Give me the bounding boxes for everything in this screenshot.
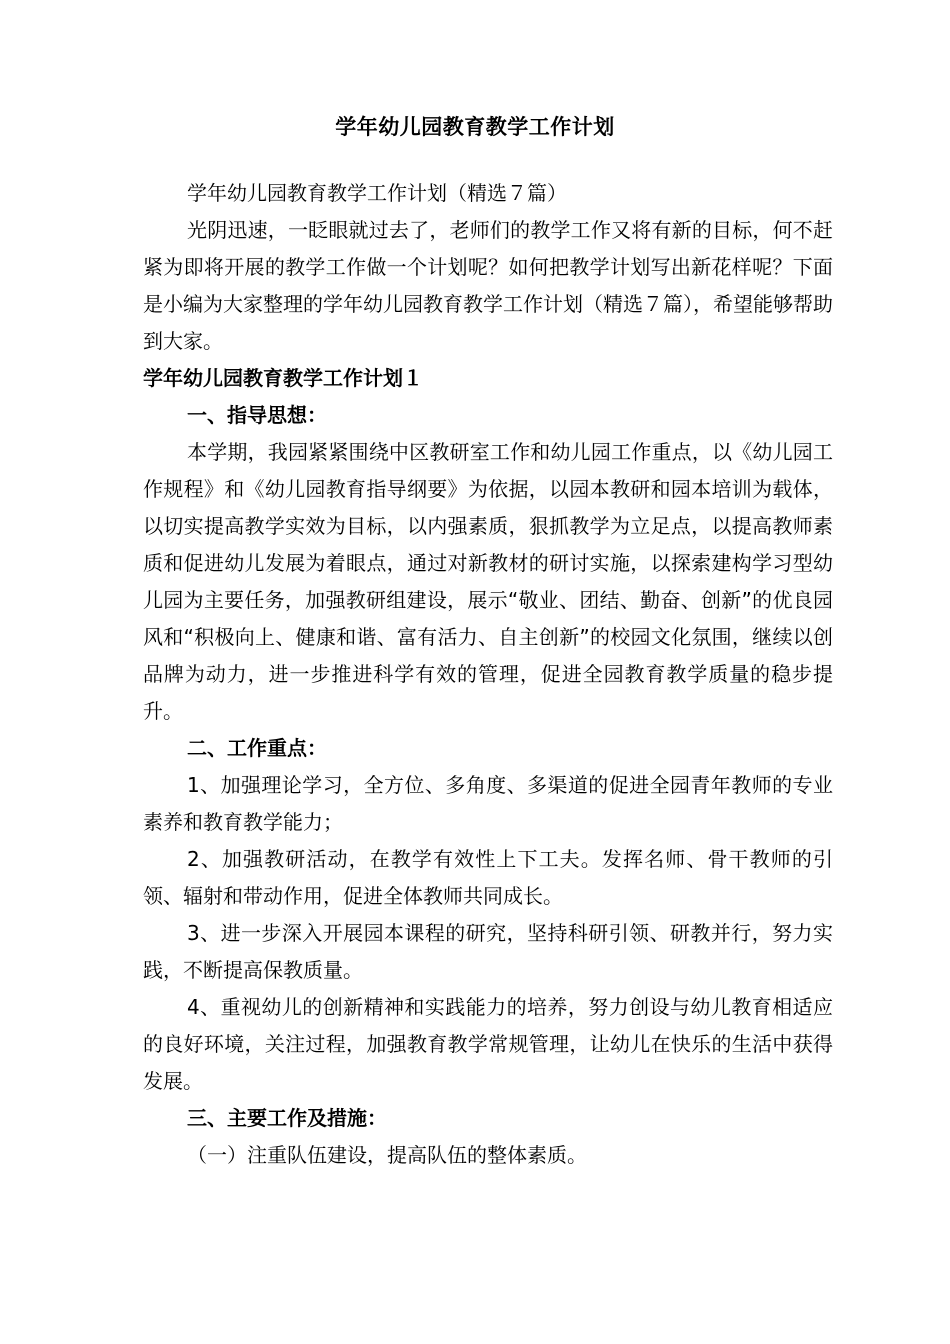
subtitle: 学年幼儿园教育教学工作计划（精选７篇）	[187, 181, 567, 205]
list-item: 3、进一步深入开展园本课程的研究，坚持科研引领、研教并行，努力实践，不断提高保教质量。	[143, 921, 833, 982]
part3-heading: 三、主要工作及措施：	[187, 1106, 387, 1130]
list-item: 1、加强理论学习，全方位、多角度、多渠道的促进全园青年教师的专业素养和教育教学能力；	[143, 773, 833, 834]
list-item: 4、重视幼儿的创新精神和实践能力的培养，努力创设与幼儿教育相适应的良好环境，关注过程，加强教育教学常规管理，让幼儿在快乐的生活中获得发展。	[143, 995, 833, 1093]
section-heading: 学年幼儿园教育教学工作计划１	[143, 366, 423, 390]
part1-heading: 一、指导思想：	[187, 403, 327, 427]
part2-heading: 二、工作重点：	[187, 736, 327, 760]
document-body	[143, 175, 833, 1174]
document-title: 学年幼儿园教育教学工作计划	[335, 115, 615, 139]
intro-paragraph: 光阴迅速，一眨眼就过去了，老师们的教学工作又将有新的目标，何不赶紧为即将开展的教学工作做一个计划呢？如何把教学计划写出新花样呢？下面是小编为大家整理的学年幼儿园教育教学工作计划（精选７篇），希望能够帮助到大家。	[143, 218, 833, 353]
list-item: 2、加强教研活动，在教学有效性上下工夫。发挥名师、骨干教师的引领、辐射和带动作用，促进全体教师共同成长。	[143, 847, 833, 908]
part1-paragraph: 本学期，我园紧紧围绕中区教研室工作和幼儿园工作重点，以《幼儿园工作规程》和《幼儿园教育指导纲要》为依据，以园本教研和园本培训为载体，以切实提高教学实效为目标，以内强素质，狠抓教学为立足点，以提高教师素质和促进幼儿发展为着眼点，通过对新教材的研讨实施，以探索建构学习型幼儿园为主要任务，加强教研组建设，展示“敬业、团结、勤奋、创新”的优良园风和“积极向上、健康和谐、富有活力、自主创新”的校园文化氛围，继续以创品牌为动力，进一步推进科学有效的管理，促进全园教育教学质量的稳步提升。	[143, 440, 833, 723]
part3-subheading: （一）注重队伍建设，提高队伍的整体素质。	[187, 1143, 587, 1167]
